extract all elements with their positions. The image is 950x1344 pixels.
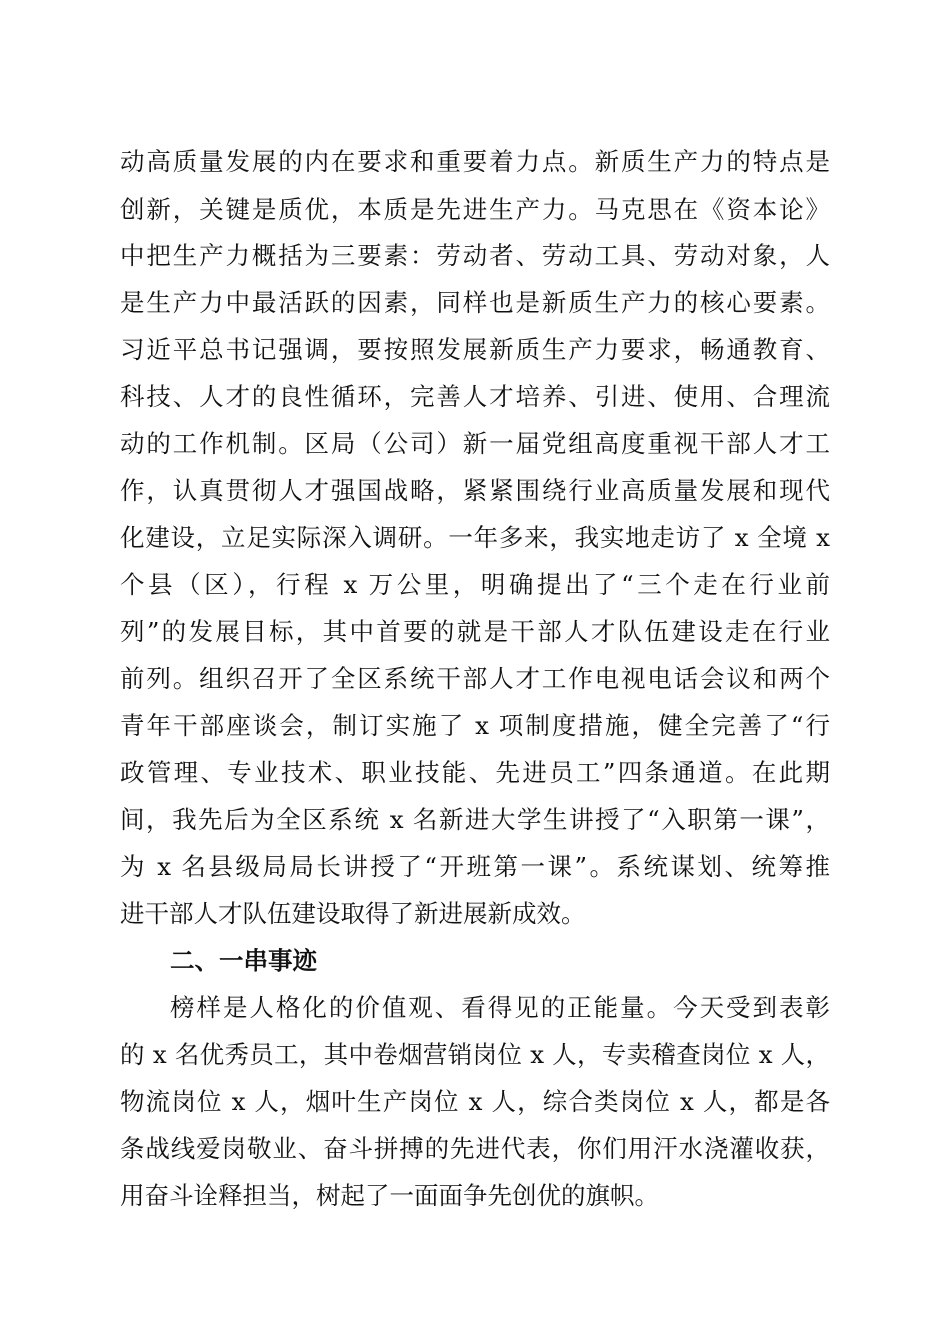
paragraph-line: 科技、人才的良性循环，完善人才培养、引进、使用、合理流 xyxy=(120,382,830,411)
paragraph-line: 榜样是人格化的价值观、看得见的正能量。今天受到表彰 xyxy=(170,993,830,1022)
paragraph-line: 中把生产力概括为三要素：劳动者、劳动工具、劳动对象，人 xyxy=(120,241,830,270)
paragraph-line: 间，我先后为全区系统 x 名新进大学生讲授了“入职第一课”， xyxy=(120,805,830,834)
paragraph-line: 物流岗位 x 人，烟叶生产岗位 x 人，综合类岗位 x 人，都是各 xyxy=(120,1087,830,1116)
paragraph-line: 作，认真贯彻人才强国战略，紧紧围绕行业高质量发展和现代 xyxy=(120,476,830,505)
paragraph-line: 列”的发展目标，其中首要的就是干部人才队伍建设走在行业 xyxy=(120,617,830,646)
section-heading: 二、一串事迹 xyxy=(170,946,317,975)
paragraph-line: 为 x 名县级局局长讲授了“开班第一课”。系统谋划、统筹推 xyxy=(120,852,830,881)
paragraph-line: 是生产力中最活跃的因素，同样也是新质生产力的核心要素。 xyxy=(120,288,830,317)
paragraph-line: 条战线爱岗敬业、奋斗拼搏的先进代表，你们用汗水浇灌收获， xyxy=(120,1134,830,1163)
paragraph-line: 进干部人才队伍建设取得了新进展新成效。 xyxy=(120,899,586,928)
paragraph-line: 习近平总书记强调，要按照发展新质生产力要求，畅通教育、 xyxy=(120,335,830,364)
paragraph-line: 青年干部座谈会，制订实施了 x 项制度措施，健全完善了“行 xyxy=(120,711,830,740)
paragraph-line: 用奋斗诠释担当，树起了一面面争先创优的旗帜。 xyxy=(120,1181,659,1210)
paragraph-line: 化建设，立足实际深入调研。一年多来，我实地走访了 x 全境 x xyxy=(120,523,830,552)
paragraph-line: 动高质量发展的内在要求和重要着力点。新质生产力的特点是 xyxy=(120,147,830,176)
paragraph-line: 前列。组织召开了全区系统干部人才工作电视电话会议和两个 xyxy=(120,664,830,693)
paragraph-line: 个县（区），行程 x 万公里，明确提出了“三个走在行业前 xyxy=(120,570,830,599)
paragraph-line: 政管理、专业技术、职业技能、先进员工”四条通道。在此期 xyxy=(120,758,830,787)
paragraph-line: 动的工作机制。区局（公司）新一届党组高度重视干部人才工 xyxy=(120,429,830,458)
paragraph-line: 的 x 名优秀员工，其中卷烟营销岗位 x 人，专卖稽查岗位 x 人， xyxy=(120,1040,830,1069)
paragraph-line: 创新，关键是质优，本质是先进生产力。马克思在《资本论》 xyxy=(120,195,830,224)
